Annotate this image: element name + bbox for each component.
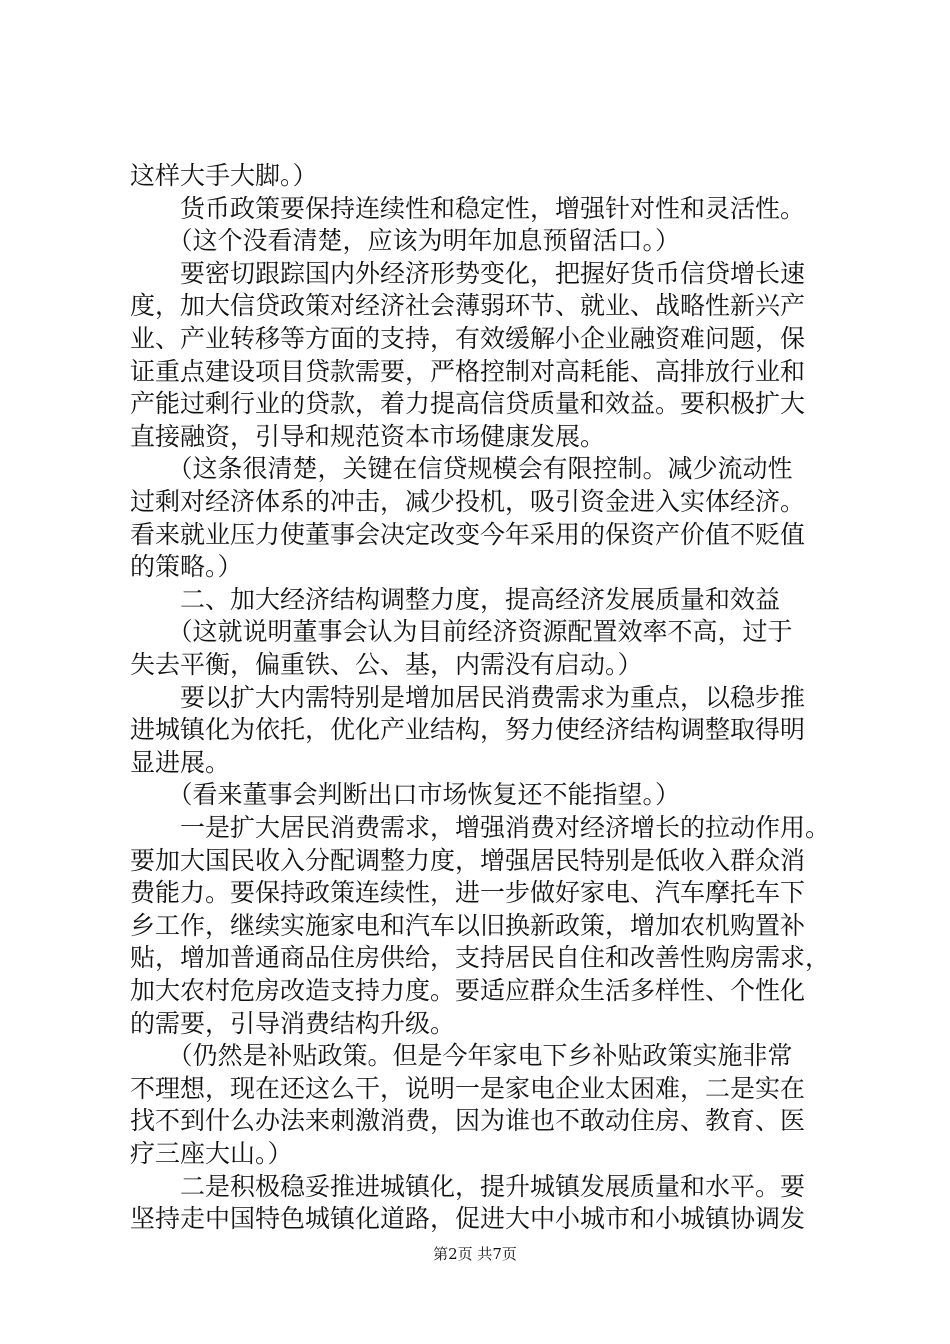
- text-line: （这就说明董事会认为目前经济资源配置效率不高，过于: [130, 617, 793, 647]
- page-footer: 第2页 共7页: [433, 1245, 517, 1263]
- text-line: 不理想，现在还这么干，说明一是家电企业太困难，二是实在: [130, 1073, 806, 1103]
- text-line: 一是扩大居民消费需求，增强消费对经济增长的拉动作用。: [130, 813, 830, 842]
- text-line: 费能力。要保持政策连续性，进一步做好家电、汽车摩托车下: [130, 878, 806, 908]
- text-line: （这个没看清楚，应该为明年加息预留活口。）: [130, 226, 681, 256]
- text-line: 乡工作，继续实施家电和汽车以旧换新政策，增加农机购置补: [130, 910, 806, 940]
- text-line: 看来就业压力使董事会决定改变今年采用的保资产价值不贬值: [130, 519, 806, 549]
- text-line: 要以扩大内需特别是增加居民消费需求为重点，以稳步推: [130, 682, 806, 712]
- text-line: 要密切跟踪国内外经济形势变化，把握好货币信贷增长速: [130, 258, 806, 288]
- text-line: 产能过剩行业的贷款，着力提高信贷质量和效益。要积极扩大: [130, 389, 806, 419]
- text-line: 找不到什么办法来刺激消费，因为谁也不敢动住房、教育、医: [130, 1106, 806, 1136]
- text-line: 二、加大经济结构调整力度，提高经济发展质量和效益: [130, 584, 781, 614]
- text-line: 过剩对经济体系的冲击，减少投机，吸引资金进入实体经济。: [130, 487, 806, 516]
- text-line: （看来董事会判断出口市场恢复还不能指望。）: [130, 780, 681, 810]
- text-line: 贴，增加普通商品住房供给，支持居民自住和改善性购房需求，: [130, 943, 830, 973]
- text-line: 的策略。）: [130, 552, 243, 582]
- text-line: 疗三座大山。）: [130, 1139, 293, 1168]
- text-line: 失去平衡，偏重铁、公、基，内需没有启动。）: [130, 650, 643, 679]
- text-line: 度，加大信贷政策对经济社会薄弱环节、就业、战略性新兴产: [130, 291, 806, 321]
- text-line: （仍然是补贴政策。但是今年家电下乡补贴政策实施非常: [130, 1041, 793, 1071]
- text-line: 这样大手大脚。）: [130, 161, 318, 190]
- text-line: 显进展。: [130, 747, 231, 777]
- text-line: 二是积极稳妥推进城镇化，提升城镇发展质量和水平。要: [130, 1171, 806, 1201]
- text-line: 进城镇化为依托，优化产业结构，努力使经济结构调整取得明: [130, 715, 806, 745]
- text-line: 直接融资，引导和规范资本市场健康发展。: [130, 421, 606, 451]
- text-line: 证重点建设项目贷款需要，严格控制对高耗能、高排放行业和: [130, 356, 806, 386]
- text-line: 货币政策要保持连续性和稳定性，增强针对性和灵活性。: [130, 193, 806, 223]
- text-line: 要加大国民收入分配调整力度，增强居民特别是低收入群众消: [130, 845, 806, 875]
- text-line: 的需要，引导消费结构升级。: [130, 1008, 456, 1038]
- text-line: 加大农村危房改造支持力度。要适应群众生活多样性、个性化: [130, 976, 806, 1005]
- text-line: （这条很清楚，关键在信贷规模会有限控制。减少流动性: [130, 454, 793, 484]
- text-line: 业、产业转移等方面的支持，有效缓解小企业融资难问题，保: [130, 324, 806, 353]
- text-line: 坚持走中国特色城镇化道路，促进大中小城市和小城镇协调发: [130, 1204, 806, 1234]
